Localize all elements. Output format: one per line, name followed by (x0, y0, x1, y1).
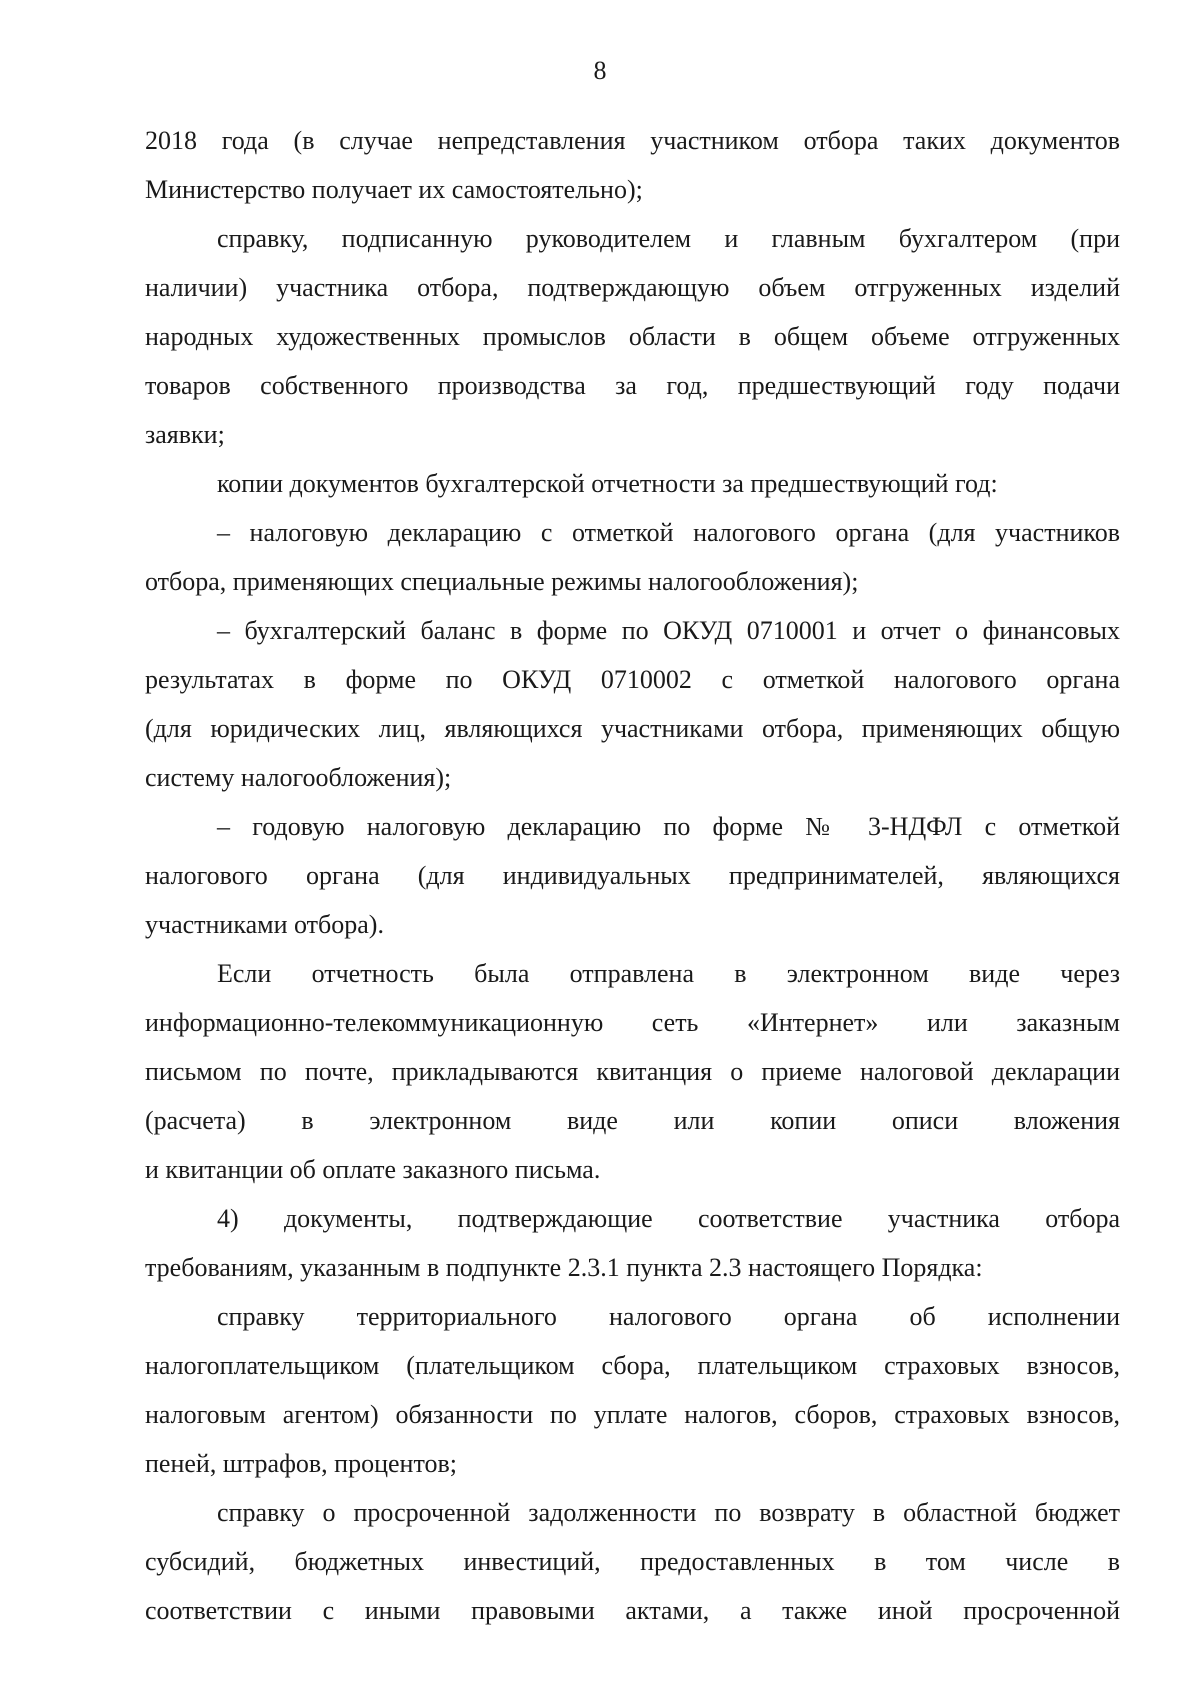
text-line: налогоплательщиком (плательщиком сбора, плательщиком страховых взносов, (145, 1351, 1120, 1380)
text-line: справку, подписанную руководителем и главным бухгалтером (при (217, 224, 1120, 253)
text-line: участниками отбора). (145, 910, 384, 939)
text-line: пеней, штрафов, процентов; (145, 1449, 457, 1478)
text-line: (расчета) в электронном виде или копии описи вложения (145, 1106, 1120, 1135)
text-line: – годовую налоговую декларацию по форме № 3-НДФЛ с отметкой (217, 812, 1120, 841)
text-line: отбора, применяющих специальные режимы налогообложения); (145, 567, 859, 596)
text-line: 2018 года (в случае непредставления участником отбора таких документов (145, 126, 1120, 155)
text-line: (для юридических лиц, являющихся участниками отбора, применяющих общую (145, 714, 1120, 743)
text-line: Если отчетность была отправлена в электронном виде через (217, 959, 1120, 988)
page-number: 8 (593, 56, 607, 85)
text-line: Министерство получает их самостоятельно); (145, 175, 643, 204)
text-line: систему налогообложения); (145, 763, 452, 792)
text-line: налогового органа (для индивидуальных предпринимателей, являющихся (145, 861, 1120, 890)
text-line: справку территориального налогового органа об исполнении (217, 1302, 1120, 1331)
text-line: справку о просроченной задолженности по возврату в областной бюджет (217, 1498, 1120, 1527)
text-line: заявки; (145, 420, 225, 449)
text-line: и квитанции об оплате заказного письма. (145, 1155, 601, 1184)
text-line: – налоговую декларацию с отметкой налогового органа (для участников (217, 518, 1120, 547)
text-line: налоговым агентом) обязанности по уплате налогов, сборов, страховых взносов, (145, 1400, 1120, 1429)
text-line: товаров собственного производства за год, предшествующий году подачи (145, 371, 1120, 400)
text-line: информационно-телекоммуникационную сеть «Интернет» или заказным (145, 1008, 1120, 1037)
text-line: 4) документы, подтверждающие соответствие участника отбора (217, 1204, 1120, 1233)
text-line: народных художественных промыслов области в общем объеме отгруженных (145, 322, 1120, 351)
text-line: копии документов бухгалтерской отчетности за предшествующий год: (217, 469, 998, 498)
text-line: письмом по почте, прикладываются квитанция о приеме налоговой декларации (145, 1057, 1120, 1086)
text-line: соответствии с иными правовыми актами, а также иной просроченной (145, 1596, 1120, 1625)
text-line: наличии) участника отбора, подтверждающую объем отгруженных изделий (145, 273, 1120, 302)
text-line: результатах в форме по ОКУД 0710002 с отметкой налогового органа (145, 665, 1120, 694)
text-line: субсидий, бюджетных инвестиций, предоставленных в том числе в (145, 1547, 1120, 1576)
document-body (145, 116, 1120, 1635)
text-line: – бухгалтерский баланс в форме по ОКУД 0710001 и отчет о финансовых (217, 616, 1120, 645)
text-line: требованиям, указанным в подпункте 2.3.1 пункта 2.3 настоящего Порядка: (145, 1253, 983, 1282)
